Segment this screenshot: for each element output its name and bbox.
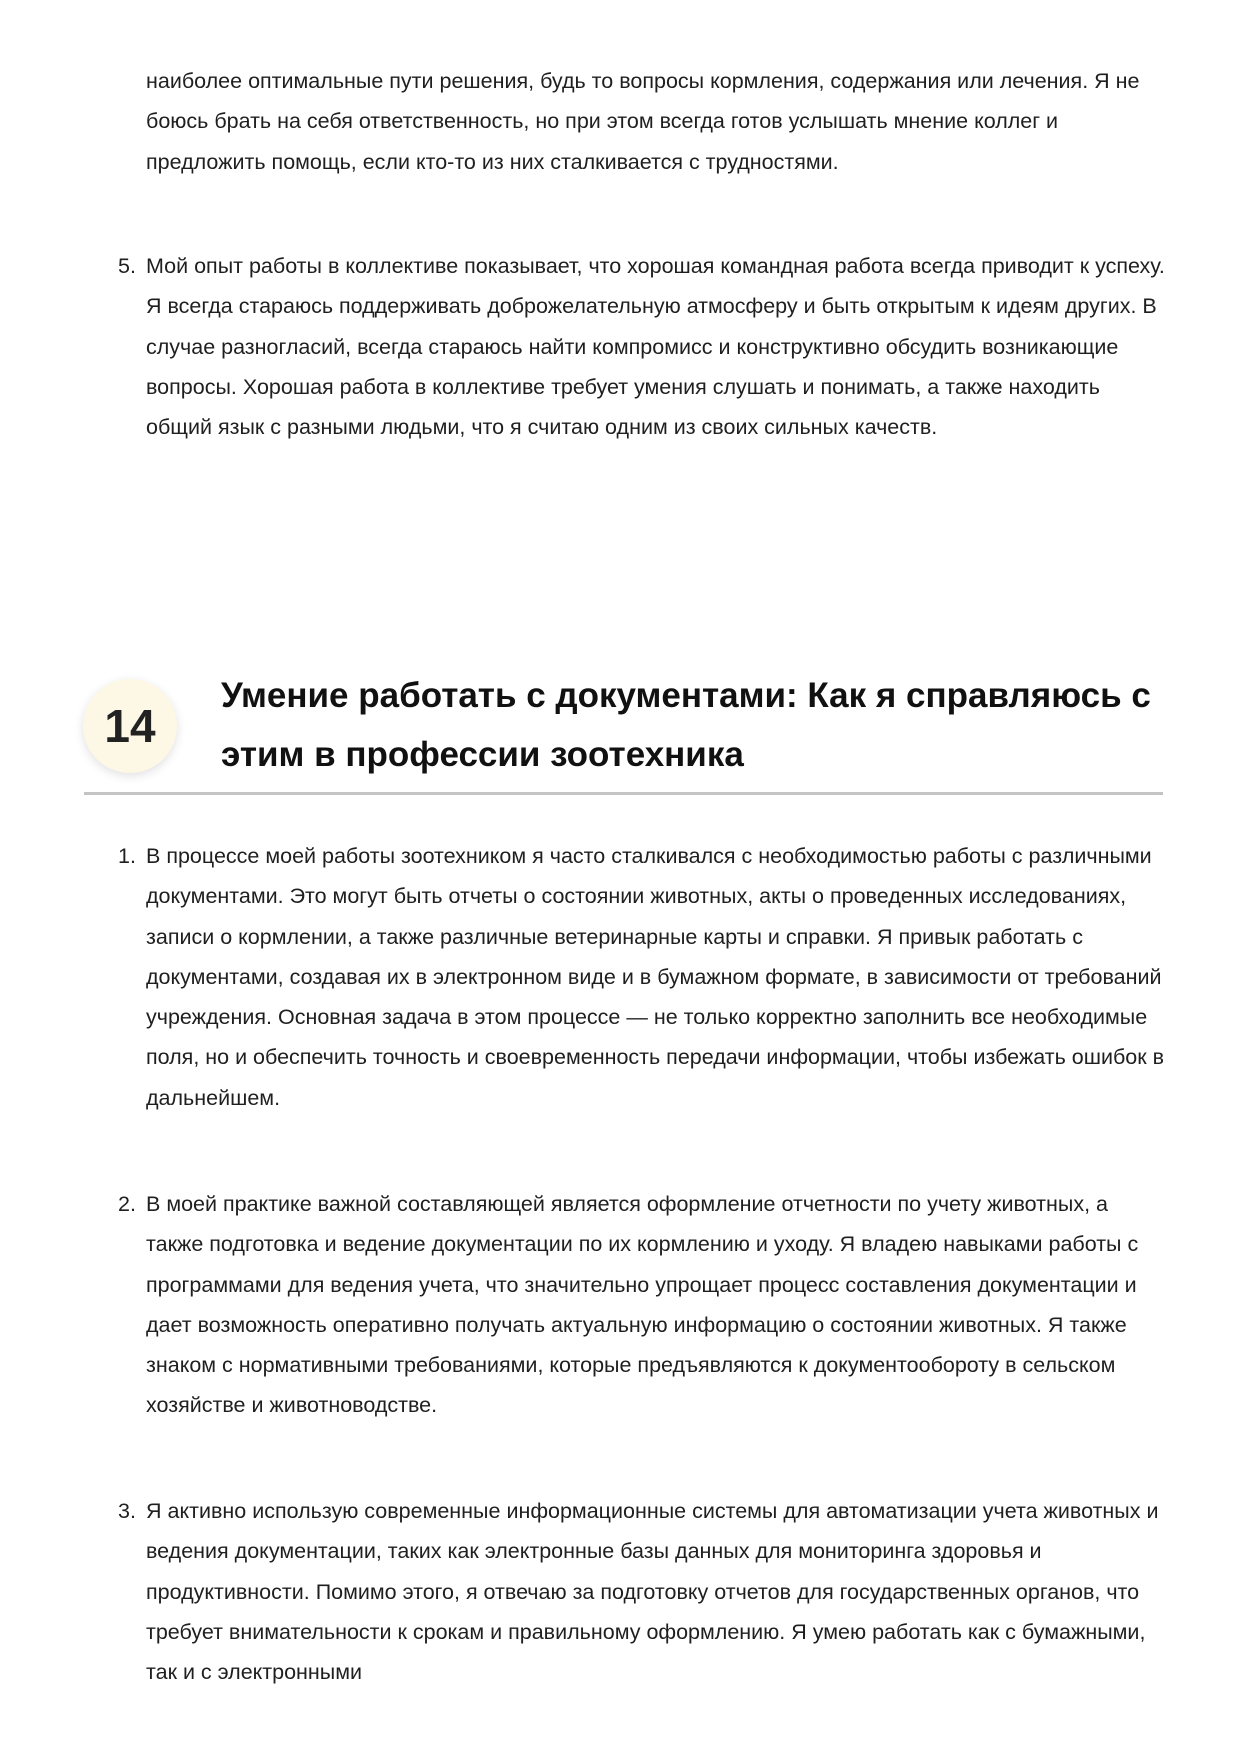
item-text: Я активно использую современные информационные системы для автоматизации учета животных и ведения документации, таких как электронные базы данных для мониторинга здоровья и продуктивности. Помимо этого, я отвечаю за подготовку отчетов для государственных органов, что требует внимательности к срокам и правильному оформлению. Я умею работать как с бумажными, так и с электронными — [146, 1499, 1159, 1685]
item-text: Мой опыт работы в коллективе показывает, что хорошая командная работа всегда приводит к успеху. Я всегда стараюсь поддерживать доброжелательную атмосферу и быть открытым к идеям других. В случае разногласий, всегда стараюсь найти компромисс и конструктивно обсудить возникающие вопросы. Хорошая работа в коллективе требует умения слушать и понимать, а также находить общий язык с разными людьми, что я считаю одним из своих сильных качеств. — [146, 254, 1165, 440]
section-number-badge: 14 — [83, 679, 177, 773]
section-title: Умение работать с документами: Как я справляюсь с этим в профессии зоотехника — [221, 676, 1151, 774]
list-item — [118, 1184, 1168, 1426]
item-number: 1. — [118, 844, 136, 868]
item-text: наиболее оптимальные пути решения, будь то вопросы кормления, содержания или лечения. Я не боюсь брать на себя ответственность, но при этом всегда готов услышать мнение коллег и предложить помощь, если кто-то из них сталкивается с трудностями. — [146, 69, 1140, 174]
section-divider — [84, 792, 1163, 795]
item-number: 3. — [118, 1499, 136, 1523]
list-item — [118, 246, 1168, 447]
item-text: В моей практике важной составляющей является оформление отчетности по учету животных, а также подготовка и ведение документации по их кормлению и уходу. Я владею навыками работы с программами для ведения учета, что значительно упрощает процесс составления документации и дает возможность оперативно получать актуальную информацию о состоянии животных. Я также знаком с нормативными требованиями, которые предъявляются к документообороту в сельском хозяйстве и животноводстве. — [146, 1192, 1139, 1418]
list-item-continuation — [146, 61, 1168, 182]
item-number: 2. — [118, 1192, 136, 1216]
list-item — [118, 836, 1168, 1118]
list-item — [118, 1491, 1168, 1692]
item-number: 5. — [118, 254, 136, 278]
item-text: В процессе моей работы зоотехником я часто сталкивался с необходимостью работы с различными документами. Это могут быть отчеты о состоянии животных, акты о проведенных исследованиях, записи о кормлении, а также различные ветеринарные карты и справки. Я привык работать с документами, создавая их в электронном виде и в бумажном формате, в зависимости от требований учреждения. Основная задача в этом процессе — не только корректно заполнить все необходимые поля, но и обеспечить точность и своевременность передачи информации, чтобы избежать ошибок в дальнейшем. — [146, 844, 1165, 1110]
